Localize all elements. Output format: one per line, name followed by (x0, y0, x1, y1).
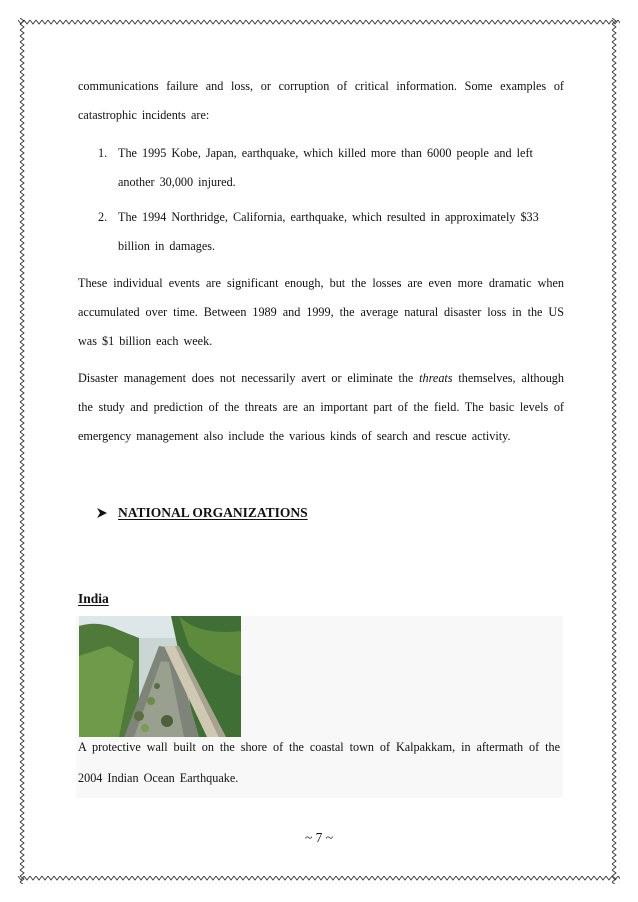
figure-caption: A protective wall built on the shore of the coastal town of Kalpakkam, in aftermath of the 2004 Indian Ocean Earthquake. (78, 740, 560, 785)
protective-wall-photo (79, 616, 241, 737)
list-item: 1. The 1995 Kobe, Japan, earthquake, which killed more than 6000 people and left another 30,000 injured. (98, 146, 533, 189)
body-text (78, 72, 564, 451)
incident-list (78, 139, 564, 261)
list-item: 2. The 1994 Northridge, California, earthquake, which resulted in approximately $33 billion in damages. (98, 210, 539, 253)
section-title-india: India (78, 591, 109, 606)
arrow-bullet-icon (96, 507, 108, 519)
page-number: ~ 7 ~ (304, 830, 334, 845)
management-paragraph: Disaster management does not necessarily avert or eliminate the threats themselves, although the study and prediction of the threats are an important part of the field. The basic levels of emergency management also include the various kinds of search and rescue activity. (78, 371, 564, 443)
section-heading (96, 505, 308, 521)
figure (76, 616, 563, 798)
intro-paragraph: communications failure and loss, or corruption of critical information. Some examples of catastrophic incidents are: (78, 79, 564, 122)
heading-text: NATIONAL ORGANIZATIONS (118, 505, 308, 520)
losses-paragraph: These individual events are significant enough, but the losses are even more dramatic when accumulated over time. Between 1989 and 1999, the average natural disaster loss in the US was $1 billion each week. (78, 276, 564, 348)
